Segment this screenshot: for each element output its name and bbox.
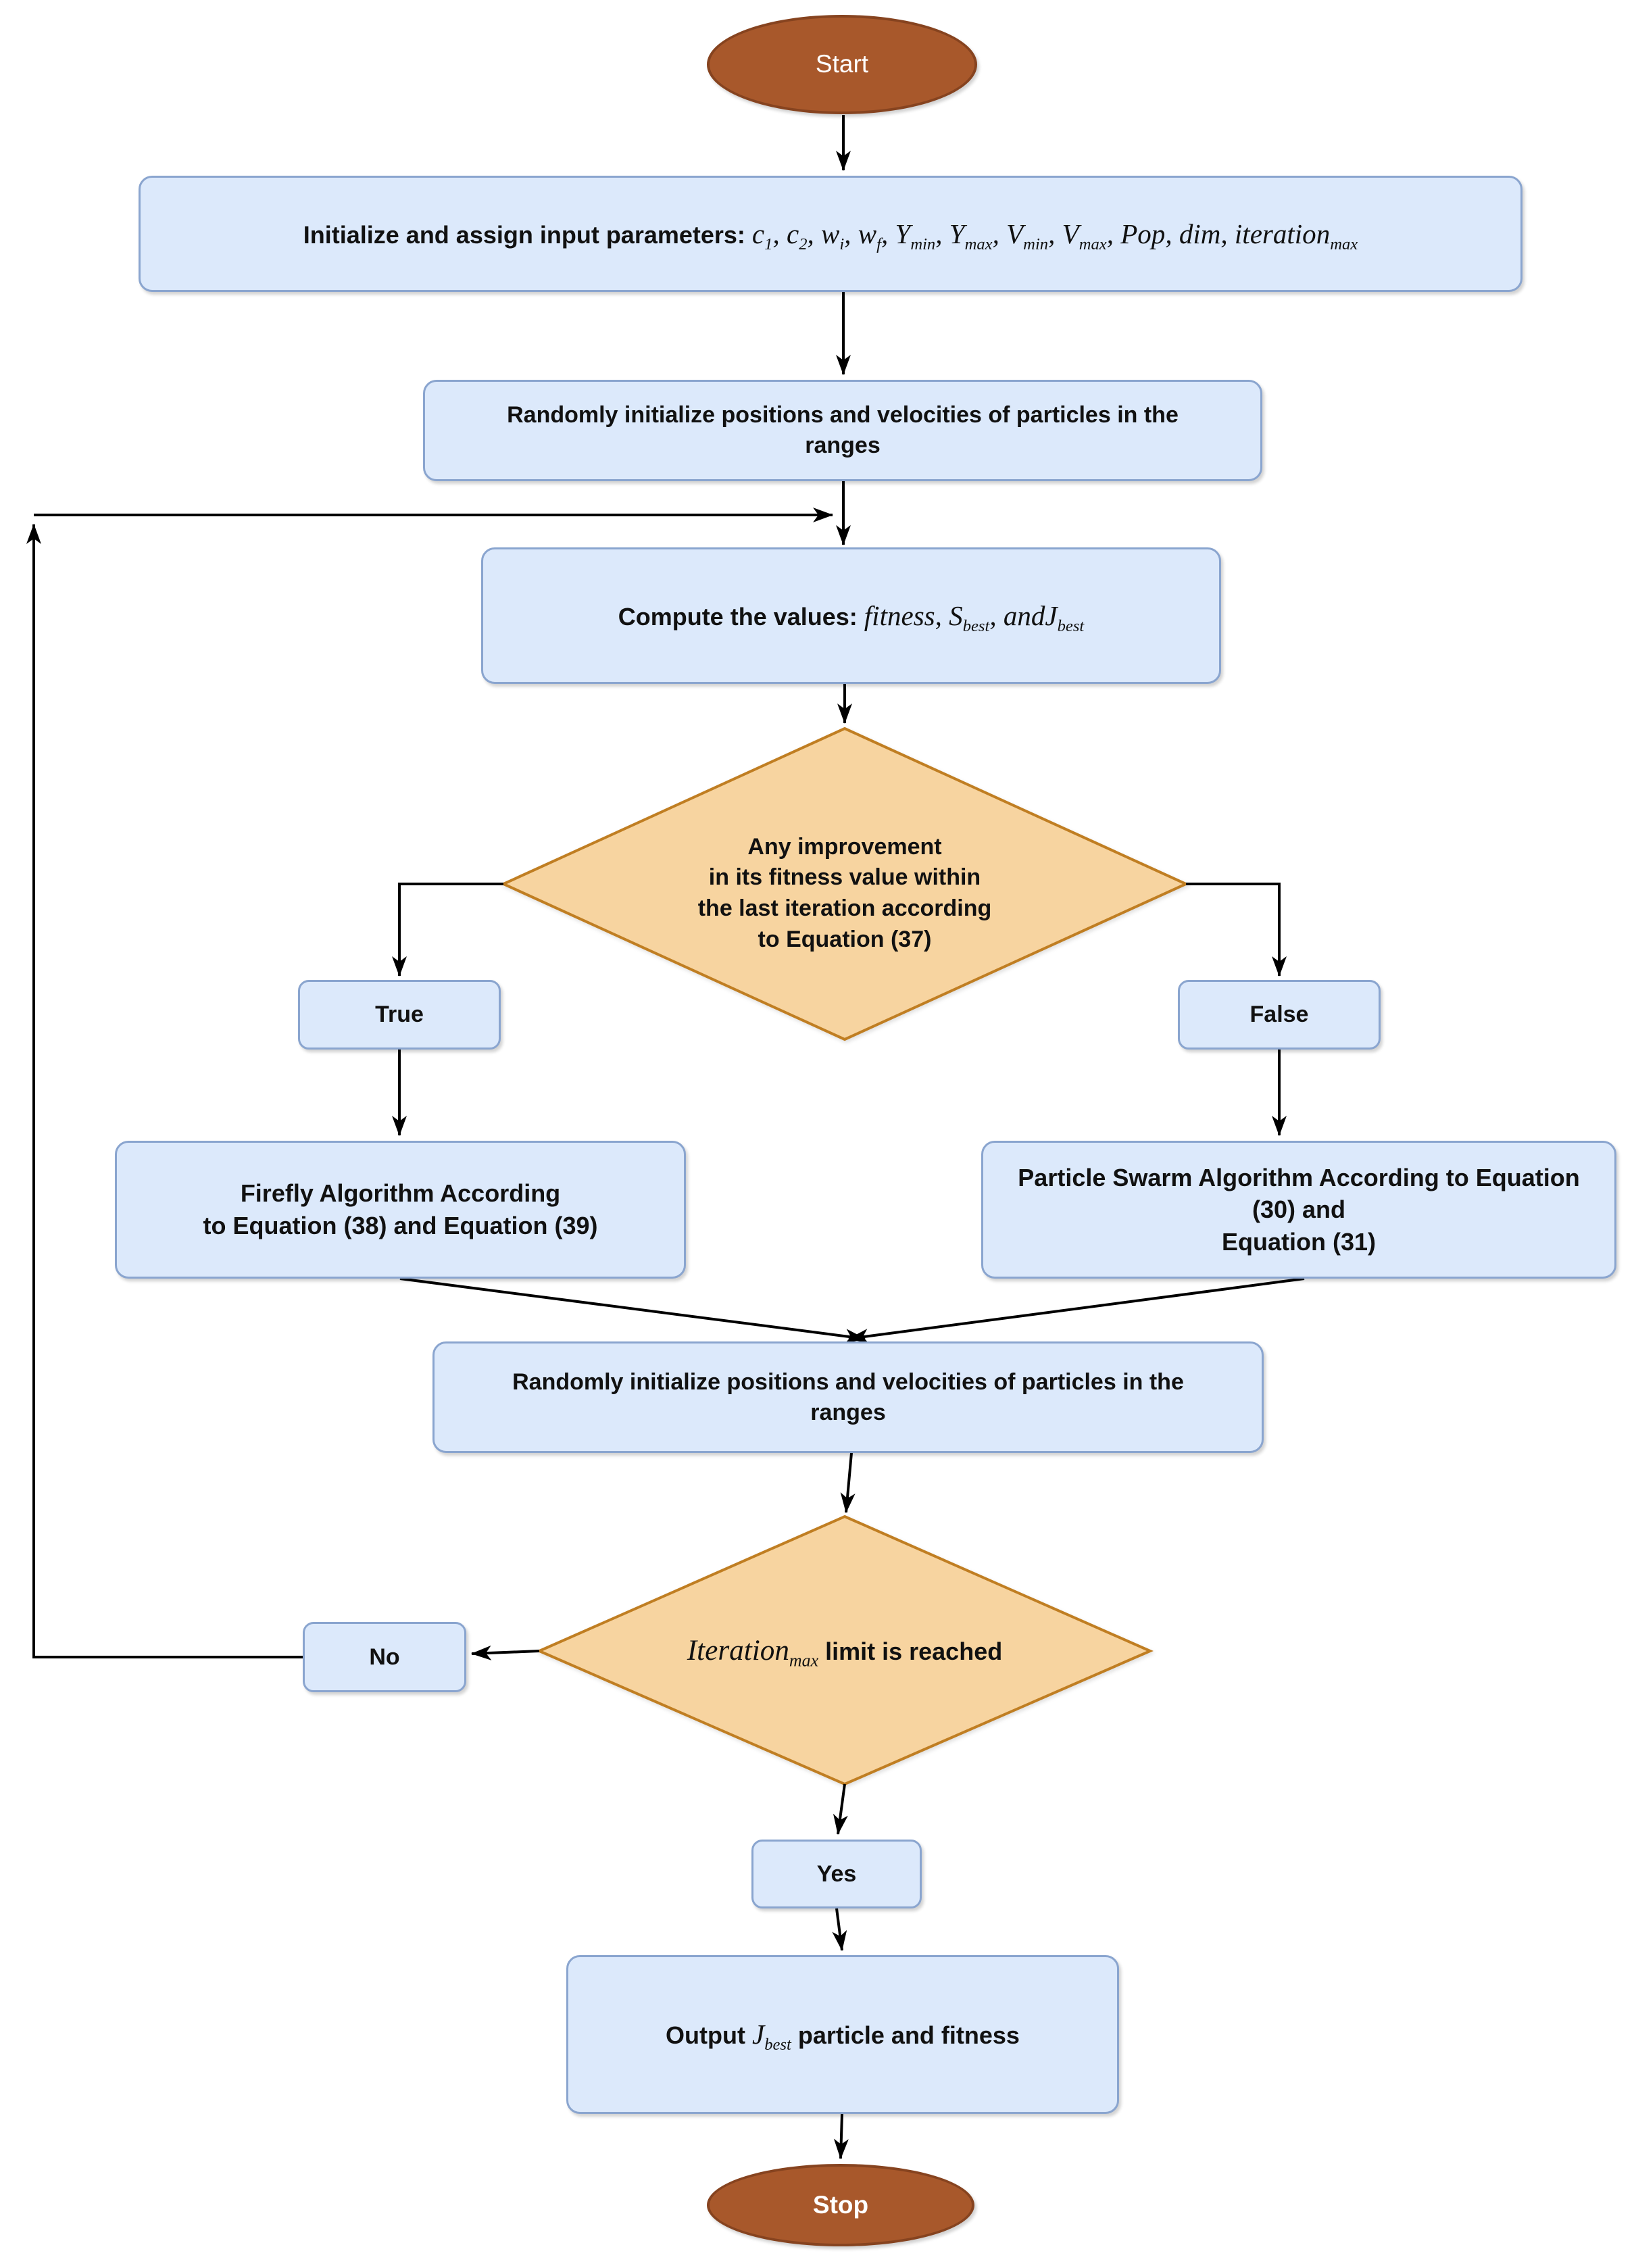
no-label: No bbox=[369, 1644, 400, 1670]
edge-output-to-stop bbox=[841, 2114, 842, 2159]
output-math: $J_{best}$ bbox=[751, 2019, 791, 2054]
stop-node bbox=[707, 2164, 974, 2246]
false-label: False bbox=[1249, 1002, 1309, 1028]
edge-decision1-to-false bbox=[1186, 884, 1279, 976]
true-branch-node bbox=[298, 980, 501, 1050]
no-branch-node bbox=[303, 1622, 466, 1692]
edge-no-loop-up bbox=[34, 524, 303, 1657]
true-label: True bbox=[375, 1002, 424, 1028]
decision-iteration-text bbox=[687, 1631, 1002, 1671]
particle-swarm-label: Particle Swarm Algorithm According to Equation (30) and Equation (31) bbox=[1018, 1163, 1580, 1256]
compute-node bbox=[481, 547, 1221, 684]
start-label: Start bbox=[815, 50, 869, 78]
decision-improvement-label bbox=[608, 806, 1081, 981]
firefly-label: Firefly Algorithm According to Equation (38) and Equation (39) bbox=[203, 1179, 598, 1239]
decision-iteration-label bbox=[574, 1615, 1115, 1687]
decision-improvement-lines: Any improvement in its fitness value within the last iteration according to Equation (37) bbox=[697, 833, 992, 952]
random-init-1-label: Randomly initialize positions and velocities of particles in the ranges bbox=[507, 402, 1179, 458]
output-node bbox=[566, 1955, 1119, 2114]
compute-prefix: Compute the values: bbox=[618, 602, 864, 631]
random-init-2-node bbox=[432, 1341, 1264, 1453]
false-branch-node bbox=[1178, 980, 1381, 1050]
edge-random2-to-decision2 bbox=[846, 1453, 851, 1512]
edge-decision2-to-no bbox=[472, 1651, 539, 1654]
edge-decision1-to-true bbox=[399, 884, 503, 976]
edge-firefly-to-random2 bbox=[400, 1279, 865, 1339]
compute-math: fitness, $S_{best}$, andJ$_{best}$ bbox=[864, 599, 1085, 636]
init-params-node bbox=[139, 176, 1522, 292]
start-node bbox=[707, 15, 977, 114]
random-init-2-label: Randomly initialize positions and velocities of particles in the ranges bbox=[512, 1369, 1184, 1425]
particle-swarm-node bbox=[981, 1141, 1616, 1279]
decision-iteration-math: Iteration$_{max}$ bbox=[687, 1635, 819, 1671]
edge-pso-to-random2 bbox=[849, 1279, 1304, 1339]
stop-label: Stop bbox=[812, 2190, 869, 2219]
yes-label: Yes bbox=[816, 1860, 857, 1887]
init-params-math: $c_1$, $c_2$, $w_i$, $w_f$, $Y_{min}$, $Y_{max}$, $V_{min}$, $V_{max}$, Pop, dim, iteration$_{max}$ bbox=[751, 218, 1358, 254]
decision-iteration-suffix: limit is reached bbox=[818, 1637, 1003, 1666]
yes-branch-node bbox=[751, 1840, 922, 1908]
random-init-1-node bbox=[423, 380, 1262, 481]
compute-text bbox=[618, 597, 1085, 634]
init-params-prefix: Initialize and assign input parameters: bbox=[303, 220, 752, 249]
output-text bbox=[666, 2016, 1020, 2052]
edge-decision2-to-yes bbox=[838, 1784, 845, 1834]
output-prefix: Output bbox=[666, 2021, 752, 2050]
firefly-node bbox=[115, 1141, 686, 1279]
init-params-text bbox=[303, 216, 1358, 252]
output-suffix: particle and fitness bbox=[791, 2021, 1020, 2050]
edge-yes-to-output bbox=[837, 1908, 842, 1950]
